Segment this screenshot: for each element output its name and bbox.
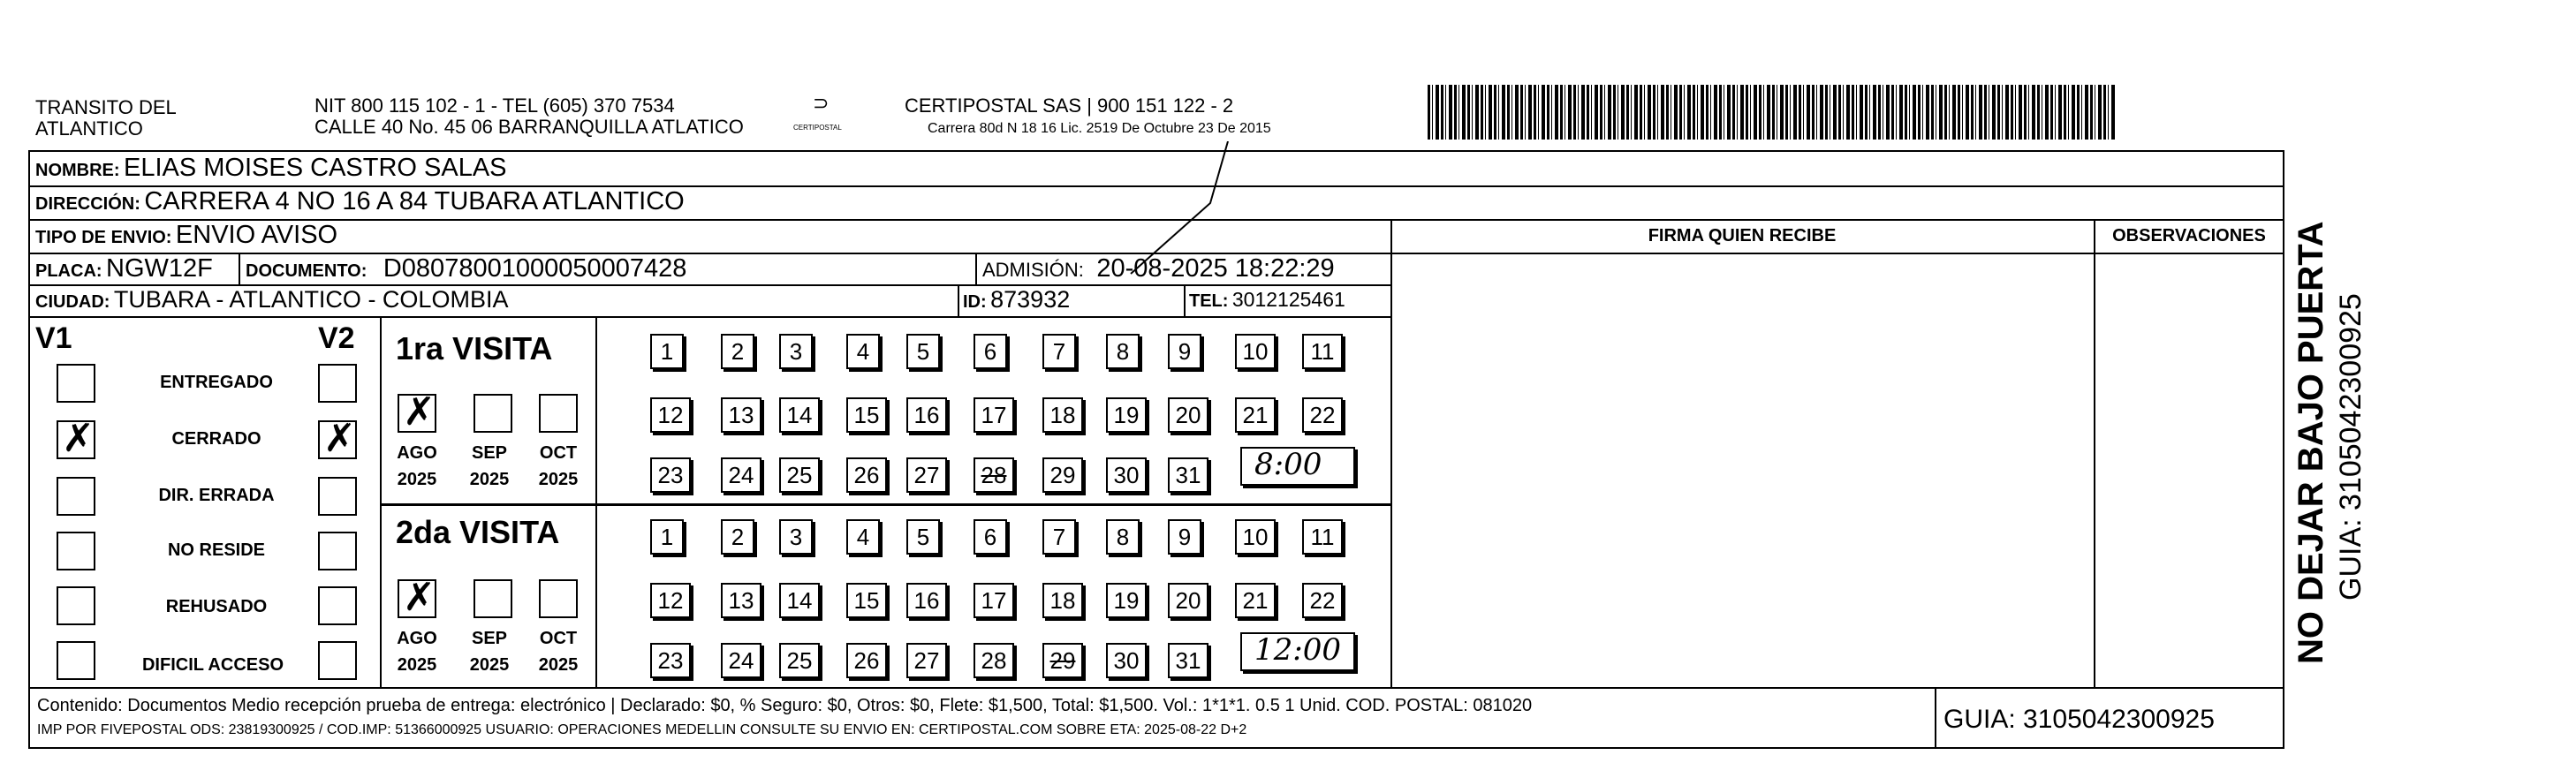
v1-dificil-acceso-checkbox[interactable] xyxy=(57,641,95,680)
day-box[interactable]: 7 xyxy=(1042,334,1076,369)
day-box[interactable]: 8 xyxy=(1106,519,1140,555)
admission-value: 20-08-2025 18:22:29 xyxy=(1096,254,1335,283)
day-box[interactable]: 2 xyxy=(721,334,754,369)
document-label: DOCUMENTO: xyxy=(246,261,367,281)
side-warning: NO DEJAR BAJO PUERTA xyxy=(2292,221,2330,664)
second-month-ago: AGO xyxy=(397,629,437,648)
name-row xyxy=(35,154,507,183)
second-visit-hour: 12:00 xyxy=(1254,632,1341,668)
first-visit-month-sep-checkbox[interactable] xyxy=(474,394,512,433)
first-visit-title: 1ra VISITA xyxy=(396,330,553,366)
day-box[interactable]: 25 xyxy=(779,643,820,678)
carrier-license: Carrera 80d N 18 16 Lic. 2519 De Octubre 23 De 2015 xyxy=(928,121,1271,136)
day-box[interactable]: 16 xyxy=(906,583,947,618)
second-visit-title: 2da VISITA xyxy=(396,514,560,550)
v1-rehusado-checkbox[interactable] xyxy=(57,586,95,625)
second-year-ago: 2025 xyxy=(397,655,437,675)
first-month-ago: AGO xyxy=(397,443,437,463)
issuer-name-line2: ATLANTICO xyxy=(35,117,143,140)
second-year-oct: 2025 xyxy=(538,655,579,675)
day-box[interactable]: 24 xyxy=(721,643,761,678)
status-dificil-acceso: DIFICIL ACCESO xyxy=(141,655,284,675)
v1-no-reside-checkbox[interactable] xyxy=(57,532,95,570)
day-box[interactable]: 9 xyxy=(1168,519,1201,555)
admission-label: ADMISIÓN: xyxy=(982,259,1084,281)
day-box[interactable]: 9 xyxy=(1168,334,1201,369)
status-no-reside: NO RESIDE xyxy=(167,540,266,560)
v2-header: V2 xyxy=(318,321,355,355)
day-box[interactable]: 3 xyxy=(779,519,813,555)
day-box[interactable]: 22 xyxy=(1302,397,1343,433)
v1-dir-errada-checkbox[interactable] xyxy=(57,477,95,516)
day-box[interactable]: 12 xyxy=(650,397,691,433)
v2-entregado-checkbox[interactable] xyxy=(318,364,357,403)
first-month-sep: SEP xyxy=(471,443,508,463)
day-box[interactable]: 15 xyxy=(846,397,887,433)
day-box[interactable]: 6 xyxy=(974,519,1007,555)
day-box[interactable]: 6 xyxy=(974,334,1007,369)
day-box[interactable]: 17 xyxy=(974,583,1014,618)
day-box[interactable]: 26 xyxy=(846,643,887,678)
day-box[interactable]: 10 xyxy=(1235,519,1276,555)
day-box[interactable]: 20 xyxy=(1168,583,1208,618)
issuer-name-line1: TRANSITO DEL xyxy=(35,96,177,118)
day-box[interactable]: 18 xyxy=(1042,397,1083,433)
day-box[interactable]: 7 xyxy=(1042,519,1076,555)
day-box[interactable]: 28 xyxy=(974,457,1014,493)
day-box[interactable]: 27 xyxy=(906,643,947,678)
day-box[interactable]: 4 xyxy=(846,334,880,369)
day-box[interactable]: 11 xyxy=(1302,334,1343,369)
plate-label: PLACA: xyxy=(35,261,102,281)
id-cell xyxy=(963,286,1070,313)
v2-cerrado-checkbox[interactable] xyxy=(318,420,357,459)
day-box[interactable]: 16 xyxy=(906,397,947,433)
second-visit-month-sep-checkbox[interactable] xyxy=(474,579,512,618)
day-box[interactable]: 18 xyxy=(1042,583,1083,618)
second-visit-month-ago-checkbox[interactable] xyxy=(398,579,436,618)
v1-entregado-checkbox[interactable] xyxy=(57,364,95,403)
day-box[interactable]: 10 xyxy=(1235,334,1276,369)
name-label: NOMBRE: xyxy=(35,161,120,180)
tel-cell xyxy=(1189,288,1345,312)
observations-header: OBSERVACIONES xyxy=(2112,226,2266,245)
id-value: 873932 xyxy=(990,286,1071,313)
day-box[interactable]: 14 xyxy=(779,397,820,433)
day-box[interactable]: 31 xyxy=(1168,457,1208,493)
day-box[interactable]: 21 xyxy=(1235,583,1276,618)
day-box[interactable]: 30 xyxy=(1106,457,1147,493)
pen-stroke xyxy=(1113,141,1237,283)
day-box[interactable]: 4 xyxy=(846,519,880,555)
day-box[interactable]: 11 xyxy=(1302,519,1343,555)
day-box[interactable]: 21 xyxy=(1235,397,1276,433)
first-visit-hour-box[interactable] xyxy=(1240,447,1355,486)
first-year-sep: 2025 xyxy=(469,470,510,489)
tel-label: TEL: xyxy=(1189,291,1229,311)
day-box[interactable]: 14 xyxy=(779,583,820,618)
signature-header: FIRMA QUIEN RECIBE xyxy=(1648,226,1837,245)
day-box[interactable]: 29 xyxy=(1042,643,1083,678)
day-box[interactable]: 24 xyxy=(721,457,761,493)
city-cell xyxy=(35,286,508,313)
day-box[interactable]: 19 xyxy=(1106,397,1147,433)
city-value: TUBARA - ATLANTICO - COLOMBIA xyxy=(113,286,509,313)
carrier-logo-text: CERTIPOSTAL xyxy=(793,124,842,132)
day-box[interactable]: 20 xyxy=(1168,397,1208,433)
first-visit-hour: 8:00 xyxy=(1254,447,1322,482)
address-row xyxy=(35,187,685,216)
recipient-name: ELIAS MOISES CASTRO SALAS xyxy=(124,154,507,182)
type-label: TIPO DE ENVIO: xyxy=(35,228,172,247)
carrier-logo-icon: ⊃ xyxy=(813,92,830,114)
v2-dificil-acceso-checkbox[interactable] xyxy=(318,641,357,680)
day-box[interactable]: 13 xyxy=(721,583,761,618)
first-year-ago: 2025 xyxy=(397,470,437,489)
day-box[interactable]: 8 xyxy=(1106,334,1140,369)
day-box[interactable]: 23 xyxy=(650,457,691,493)
id-label: ID: xyxy=(963,292,987,312)
second-month-sep: SEP xyxy=(471,629,508,648)
day-box[interactable]: 3 xyxy=(779,334,813,369)
shipment-type: ENVIO AVISO xyxy=(175,221,338,249)
v1-header: V1 xyxy=(35,321,72,355)
document-cell xyxy=(246,254,686,283)
status-dir-errada: DIR. ERRADA xyxy=(158,486,275,505)
first-visit-month-ago-checkbox[interactable] xyxy=(398,394,436,433)
type-row xyxy=(35,221,337,250)
plate-value: NGW12F xyxy=(106,254,213,283)
v2-rehusado-checkbox[interactable] xyxy=(318,586,357,625)
carrier-line: CERTIPOSTAL SAS | 900 151 122 - 2 xyxy=(905,94,1234,117)
day-box[interactable]: 22 xyxy=(1302,583,1343,618)
day-box[interactable]: 25 xyxy=(779,457,820,493)
print-details: IMP POR FIVEPOSTAL ODS: 23819300925 / COD.IMP: 51366000925 USUARIO: OPERACIONES MEDELLIN CONSULTE SU ENVIO EN: CERTIPOSTAL.COM SOBRE ETA: 2025-08-22 D+2 xyxy=(37,722,1247,737)
first-year-oct: 2025 xyxy=(538,470,579,489)
status-cerrado: CERRADO xyxy=(171,429,261,449)
day-box[interactable]: 26 xyxy=(846,457,887,493)
day-box[interactable]: 19 xyxy=(1106,583,1147,618)
day-box[interactable]: 1 xyxy=(650,334,684,369)
guide-number: GUIA: 3105042300925 xyxy=(1943,705,2215,734)
v2-dir-errada-checkbox[interactable] xyxy=(318,477,357,516)
day-box[interactable]: 31 xyxy=(1168,643,1208,678)
day-box[interactable]: 5 xyxy=(906,334,940,369)
tel-value: 3012125461 xyxy=(1231,288,1345,311)
status-rehusado: REHUSADO xyxy=(165,597,268,616)
issuer-address: CALLE 40 No. 45 06 BARRANQUILLA ATLATICO xyxy=(314,116,744,138)
v1-cerrado-checkbox[interactable] xyxy=(57,420,95,459)
barcode xyxy=(1428,85,2117,140)
plate-cell xyxy=(35,254,213,283)
day-box[interactable]: 13 xyxy=(721,397,761,433)
day-box[interactable]: 23 xyxy=(650,643,691,678)
first-visit-month-oct-checkbox[interactable] xyxy=(539,394,578,433)
first-month-oct: OCT xyxy=(539,443,578,463)
city-label: CIUDAD: xyxy=(35,292,110,312)
document-value: D08078001000050007428 xyxy=(383,254,687,283)
second-month-oct: OCT xyxy=(539,629,578,648)
day-box[interactable]: 28 xyxy=(974,643,1014,678)
day-box[interactable]: 30 xyxy=(1106,643,1147,678)
second-year-sep: 2025 xyxy=(469,655,510,675)
recipient-address: CARRERA 4 NO 16 A 84 TUBARA ATLANTICO xyxy=(144,187,685,215)
day-box[interactable]: 17 xyxy=(974,397,1014,433)
second-visit-month-oct-checkbox[interactable] xyxy=(539,579,578,618)
side-guide: GUIA: 3105042300925 xyxy=(2334,293,2368,600)
issuer-nit: NIT 800 115 102 - 1 - TEL (605) 370 7534 xyxy=(314,94,675,117)
day-box[interactable]: 12 xyxy=(650,583,691,618)
content-details: Contenido: Documentos Medio recepción prueba de entrega: electrónico | Declarado: $0, % Seguro: $0, Otros: $0, Flete: $1,500, Total: $1,500. Vol.: 1*1*1. 0.5 1 Unid. COD. POSTAL: 081020 xyxy=(37,696,1533,715)
day-box[interactable]: 27 xyxy=(906,457,947,493)
day-box[interactable]: 15 xyxy=(846,583,887,618)
v2-no-reside-checkbox[interactable] xyxy=(318,532,357,570)
address-label: DIRECCIÓN: xyxy=(35,194,140,214)
status-entregado: ENTREGADO xyxy=(160,373,273,392)
second-visit-hour-box[interactable] xyxy=(1240,632,1355,671)
day-box[interactable]: 2 xyxy=(721,519,754,555)
day-box[interactable]: 5 xyxy=(906,519,940,555)
day-box[interactable]: 1 xyxy=(650,519,684,555)
day-box[interactable]: 29 xyxy=(1042,457,1083,493)
